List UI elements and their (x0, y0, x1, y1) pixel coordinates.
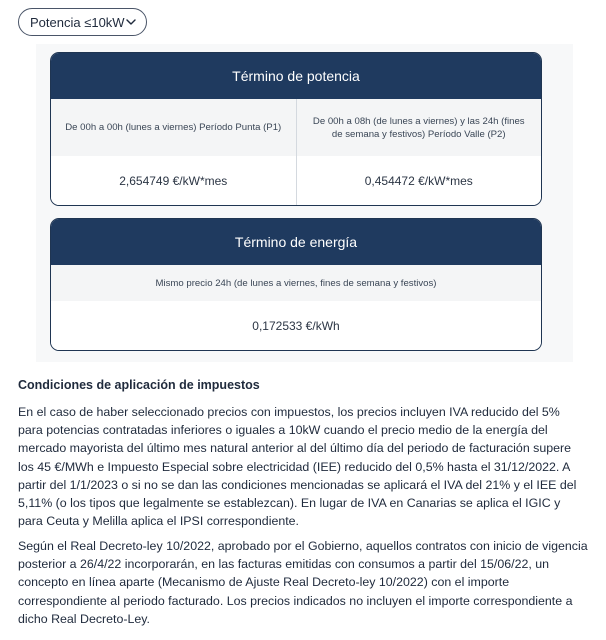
tax-conditions-paragraph: En el caso de haber seleccionado precios con impuestos, los precios incluyen IVA reducido del 5% para potencias contratadas inferiores o iguales a 10kW cuando el precio medio de la energía del mercado mayorista del último mes natural anterior al del último día del periodo de facturación supere los 45 €/MWh e Impuesto Especial sobre electricidad (IEE) reducido del 0,5% hasta el 31/12/2022. A partir del 1/1/2023 o si no se dan las condiciones mencionadas se aplicará el IVA del 21% y el IEE del 5,11% (o los tipos que legalmente se establezcan). En lugar de IVA en Canarias se aplica el IGIC y para Ceuta y Melilla aplica el IPSI correspondiente. (18, 405, 577, 529)
period-p2-price: 0,454472 €/kW*mes (296, 156, 542, 205)
energy-term-table (50, 218, 542, 351)
power-term-title: Término de potencia (51, 53, 541, 99)
power-filter-dropdown[interactable] (18, 8, 147, 36)
power-periods-row (51, 99, 541, 156)
royal-decree-paragraph: Según el Real Decreto-ley 10/2022, aprobado por el Gobierno, aquellos contratos con inicio de vigencia posterior a 26/4/22 incorporarán, en las facturas emitidas con consumos a partir del 15/06/22, un concepto en línea aparte (Mecanismo de Ajuste Real Decreto-ley 10/2022) con el importe correspondiente al periodo facturado. Los precios indicados no incluyen el importe correspondiente a dicho Real Decreto-Ley. (18, 539, 588, 626)
period-p2-description: De 00h a 08h (de lunes a viernes) y las 24h (fines de semana y festivos) Período Valle (P2) (296, 99, 542, 156)
energy-description: Mismo precio 24h (de lunes a viernes, fines de semana y festivos) (51, 265, 541, 301)
energy-price: 0,172533 €/kWh (51, 301, 541, 350)
chevron-down-icon (126, 17, 136, 27)
period-p1-price: 2,654749 €/kW*mes (119, 173, 228, 188)
period-p1-description: De 00h a 00h (lunes a viernes) Período Punta (P1) (65, 122, 282, 133)
tax-conditions-heading: Condiciones de aplicación de impuestos (18, 378, 260, 392)
power-term-table (50, 52, 542, 206)
power-filter-label: Potencia ≤10kW (30, 14, 125, 30)
power-prices-row (51, 156, 541, 205)
energy-term-title: Término de energía (51, 219, 541, 265)
